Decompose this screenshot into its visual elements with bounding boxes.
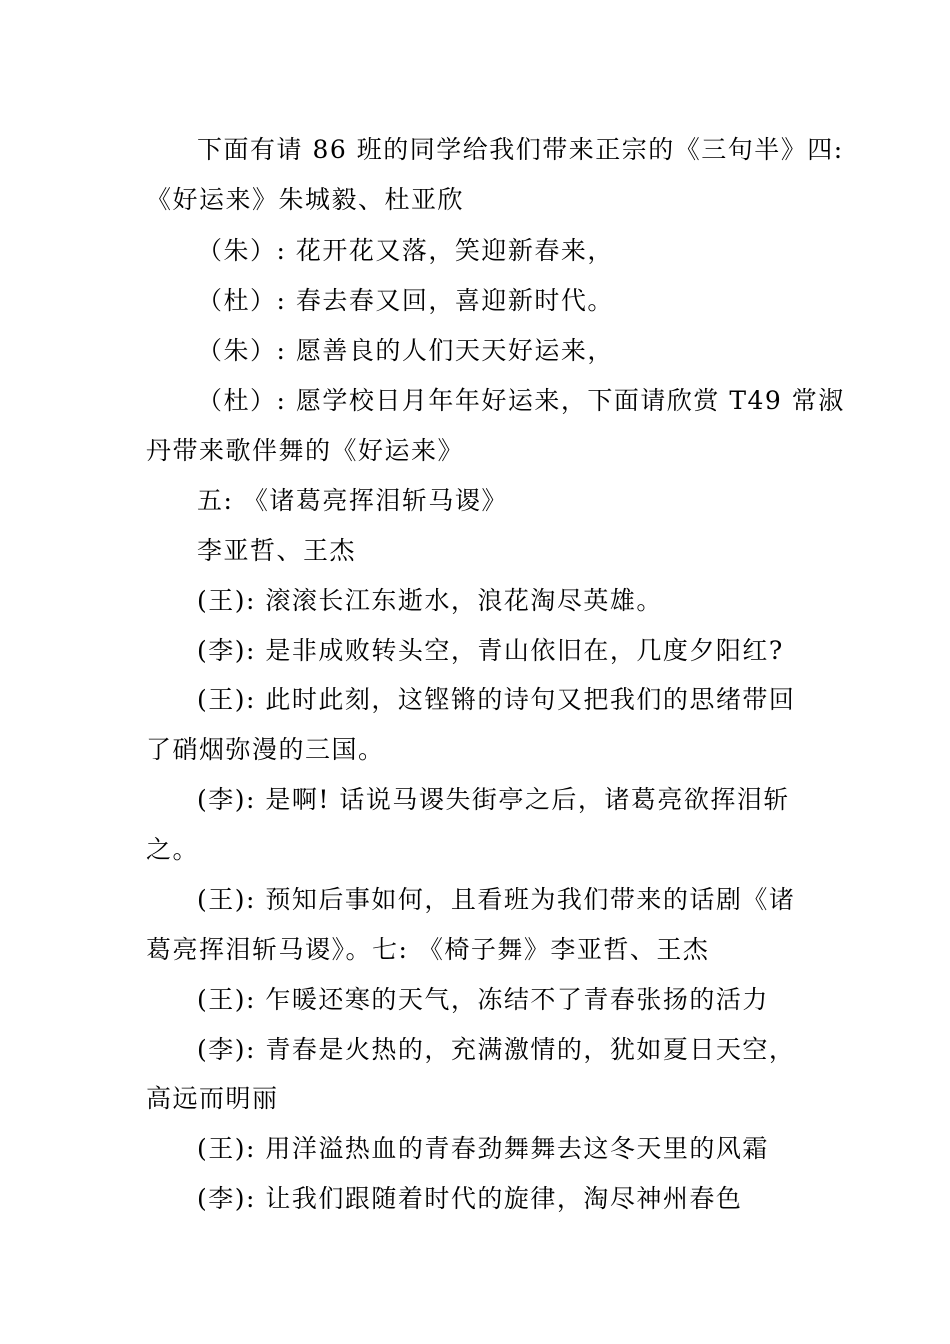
- text-line: （朱）: 花开花又落，笑迎新春来，: [197, 236, 614, 265]
- text-line: (王): 滚滚长江东逝水，浪花淘尽英雄。: [197, 586, 663, 615]
- text-line: 之。: [146, 835, 200, 864]
- text-line: 葛亮挥泪斩马谡》。七: 《椅子舞》李亚哲、王杰: [146, 935, 710, 964]
- text-line: 丹带来歌伴舞的《好运来》: [146, 436, 465, 465]
- text-line: （朱）: 愿善良的人们天天好运来，: [197, 336, 614, 365]
- text-line: 下面有请 86 班的同学给我们带来正宗的《三句半》四:: [197, 135, 844, 164]
- text-line: 五: 《诸葛亮挥泪斩马谡》: [197, 486, 508, 515]
- text-line: 《好运来》朱城毅、杜亚欣: [146, 185, 465, 214]
- text-line: (王): 乍暖还寒的天气，冻结不了青春张扬的活力: [197, 985, 769, 1014]
- text-line: (李): 青春是火热的，充满激情的，犹如夏日天空，: [197, 1035, 796, 1064]
- text-line: （杜）: 春去春又回，喜迎新时代。: [197, 286, 614, 315]
- text-line: (王): 用洋溢热血的青春劲舞舞去这冬天里的风霜: [197, 1134, 769, 1163]
- text-line: (李): 是啊! 话说马谡失街亭之后，诸葛亮欲挥泪斩: [197, 785, 790, 814]
- text-line: (王): 此时此刻，这铿锵的诗句又把我们的思绪带回: [197, 685, 796, 714]
- text-line: (李): 是非成败转头空，青山依旧在，几度夕阳红?: [197, 636, 784, 665]
- text-line: 李亚哲、王杰: [197, 536, 357, 565]
- text-line: (李): 让我们跟随着时代的旋律，淘尽神州春色: [197, 1184, 743, 1213]
- text-line: 高远而明丽: [146, 1084, 279, 1113]
- text-line: 了硝烟弥漫的三国。: [146, 735, 385, 764]
- text-line: （杜）: 愿学校日月年年好运来，下面请欣赏 T49 常淑: [197, 386, 845, 415]
- text-line: (王): 预知后事如何，且看班为我们带来的话剧《诸: [197, 885, 796, 914]
